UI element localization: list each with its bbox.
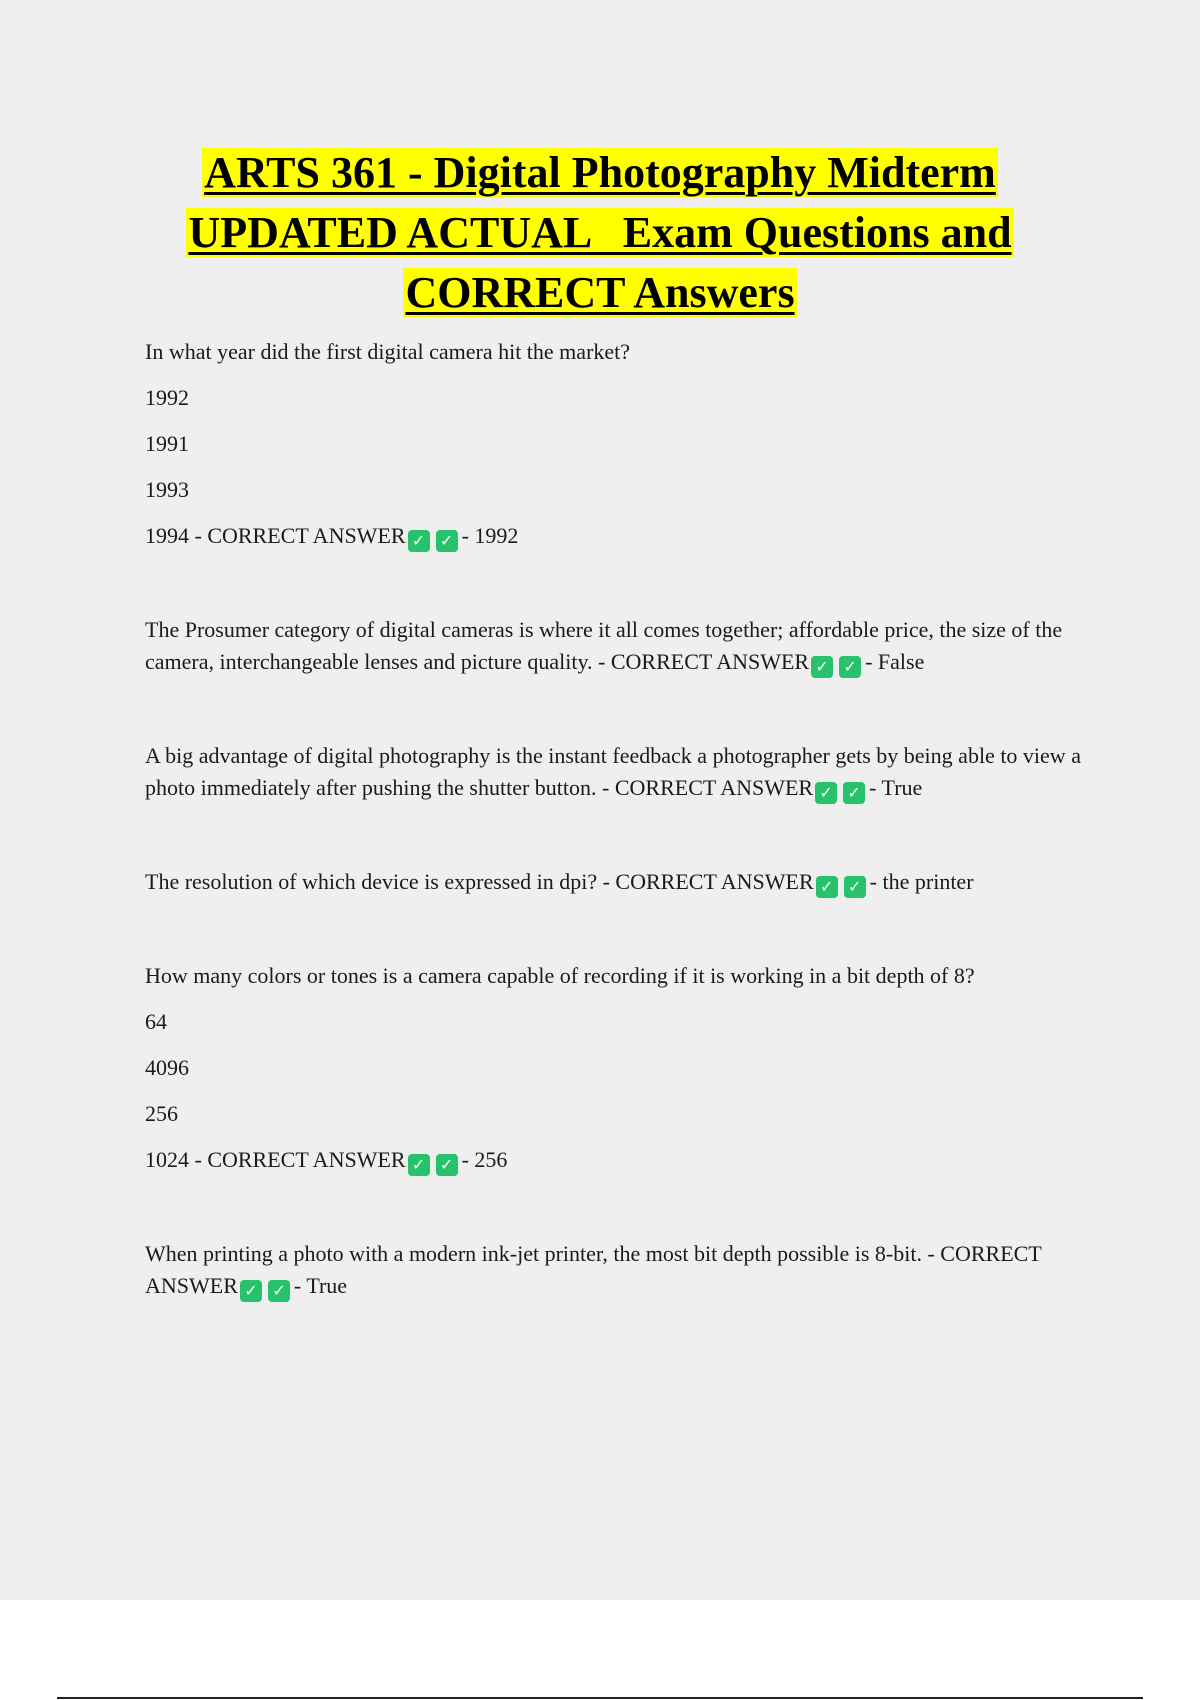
q2-answer: - False [865,649,925,674]
question-4: The resolution of which device is expressed in dpi? [145,869,598,894]
question-3: A big advantage of digital photography is the instant feedback a photographer gets by being able to view a photo immediately after pushing the shutter button. [145,743,1081,800]
correct-answer-label: - CORRECT ANSWER [145,1241,1042,1298]
question-6: When printing a photo with a modern ink-jet printer, the most bit depth possible is 8-bit. [145,1241,922,1266]
check-mark-icon: ✓ [408,530,430,552]
question-3-block [145,740,1085,804]
question-4-block [145,866,1085,898]
q5-option-1: 64 [145,1009,167,1034]
question-2: The Prosumer category of digital cameras is where it all comes together; affordable price, the size of the camera, interchangeable lenses and picture quality. [145,617,1063,674]
title-line-1: ARTS 361 - Digital Photography Midterm [204,148,996,197]
check-mark-icon: ✓ [408,1154,430,1176]
check-mark-icon: ✓ [811,656,833,678]
question-5: How many colors or tones is a camera capable of recording if it is working in a bit depth of 8? [145,963,975,988]
q1-option-2: 1991 [145,431,189,456]
q5-option-2: 4096 [145,1055,189,1080]
q5-option-4: 1024 [145,1147,189,1172]
question-2-block [145,614,1085,678]
q5-answer-line [145,1144,1085,1176]
title-line-2: UPDATED ACTUAL Exam Questions and [188,208,1012,257]
q5-answer: - 256 [461,1147,508,1172]
footer-divider [57,1697,1143,1699]
correct-answer-label: - CORRECT ANSWER [602,775,814,800]
check-mark-icon: ✓ [240,1280,262,1302]
q6-answer: - True [293,1273,348,1298]
question-list [145,336,1085,1302]
q5-option-3: 256 [145,1101,178,1126]
question-1: In what year did the first digital camera hit the market? [145,339,631,364]
check-mark-icon: ✓ [436,1154,458,1176]
q4-answer: - the printer [869,869,974,894]
check-mark-icon: ✓ [268,1280,290,1302]
check-mark-icon: ✓ [436,530,458,552]
q1-option-3: 1993 [145,477,189,502]
check-mark-icon: ✓ [839,656,861,678]
correct-answer-label: - CORRECT ANSWER [194,523,406,548]
title-line-3: CORRECT Answers [405,268,795,317]
correct-answer-label: - CORRECT ANSWER [194,1147,406,1172]
q1-option-1: 1992 [145,385,189,410]
q1-answer-line [145,520,1085,552]
correct-answer-label: - CORRECT ANSWER [602,869,814,894]
q1-answer: - 1992 [461,523,519,548]
check-mark-icon: ✓ [843,782,865,804]
check-mark-icon: ✓ [815,782,837,804]
check-mark-icon: ✓ [844,876,866,898]
question-6-block [145,1238,1085,1302]
correct-answer-label: - CORRECT ANSWER [598,649,810,674]
q1-option-4: 1994 [145,523,189,548]
check-mark-icon: ✓ [816,876,838,898]
document-title [0,143,1200,323]
q3-answer: - True [869,775,923,800]
